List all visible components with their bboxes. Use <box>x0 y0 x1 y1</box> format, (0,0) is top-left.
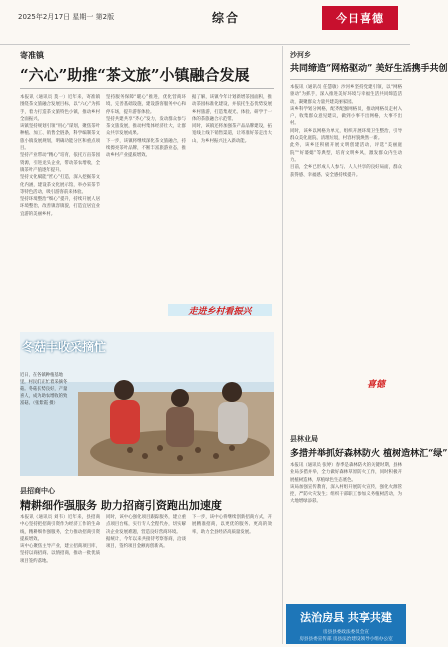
paragraph: 本报讯（通讯员 任慧敏）沙河乡坚持党建引领，以“网格驱动”为抓手，深入推进美好环境与幸福生活共同缔造活动，凝聚群众力量共建美丽家园。 <box>290 85 402 105</box>
right-kicker-2: 县林业局 <box>290 435 318 443</box>
ad-sponsor-line-1: 房县县委政法委员会宣 <box>323 630 369 635</box>
paragraph: 坚持产业带动“精心”培育，依托万亩茶园资源，引进龙头企业，带动茶农增收，全镇茶叶产值逐年提升。 <box>20 153 100 173</box>
paragraph: 同时，该乡以网格为单元，组织开展环境卫生整治，引导群众美化庭院、清理垃圾，村容村貌焕然一新。 <box>290 128 402 142</box>
right-headline-1: 共同缔造“网格驱动” 美好生活携手共创 <box>290 64 448 74</box>
xide-logo: 喜德 <box>366 379 385 390</box>
ad-sponsor-line-2: 房县县委宣传部 房县法治建设领导小组办公室 <box>299 637 393 642</box>
paragraph: 同时，该中心强化项目跟踪服务，建立重点项目台账，实行专人全程代办，切实解决企业发展难题，营造良好营商环境。 <box>106 515 186 535</box>
paragraph: 该中心聚焦主导产业，建立招商项目库，坚持以商招商、以情招商，推动一批优质项目签约落地。 <box>20 544 100 564</box>
paragraph: 下一步，该中心将继续创新招商方式，开展精准招商，以更优的服务、更高的效率，助力全县经济高质量发展。 <box>192 515 272 535</box>
paragraph: 本报讯（通讯员 莫一）近年来，寄准镇围绕茶文旅融合发展目标，以“六心”为抓手，着力打造茶文旅特色小镇，推动乡村全面振兴。 <box>20 95 100 122</box>
lead-column-3 <box>192 94 272 299</box>
lead-column-1 <box>20 94 100 326</box>
lead-kicker: 寄准镇 <box>20 51 44 60</box>
paragraph: 该局加强宣传教育，深入村组开展防火宣传，强化火源管控，严防火灾发生；组织干部职工参加义务植树活动，为大地增绿添彩。 <box>290 484 402 505</box>
lead-column-2 <box>106 94 186 326</box>
page-header <box>0 0 410 45</box>
right-article-2-body <box>290 462 402 598</box>
paragraph: 本报讯（通讯员 张婷）春季是森林防火的关键时期，县林业局多措并举，全力做好森林草原防火工作，同时积极开展植树造林，厚植绿色生态底色。 <box>290 463 402 483</box>
masthead-logo: 今日喜德 <box>322 6 398 30</box>
paragraph: 此外，该乡还积极开展文明创建活动，评选“美丽庭院”“好婆媳”等典型，培育文明乡风，激发群众内生动力。 <box>290 143 402 163</box>
photo-caption: 近日，在各镇种植基地里，村民们正忙着采摘冬菇。冬菇长势良好，产量喜人，成为助农增收的致富菇。（张紫霞 摄） <box>20 373 68 406</box>
column-divider <box>282 46 283 644</box>
bottom-column-1 <box>20 514 100 642</box>
lead-headline: “六心”助推“茶文旅”小镇融合发展 <box>20 66 250 84</box>
divider <box>20 88 274 89</box>
right-kicker-1: 沙河乡 <box>290 51 311 59</box>
bottom-column-3 <box>192 514 272 642</box>
right-article-1-body <box>290 84 402 374</box>
paragraph: 据了解，该镇今年计划新增茶园面积，推动茶园标准化建设，并依托生态优势发展乡村旅游，打造集观光、体验、研学于一体的茶旅融合示范带。 <box>192 95 272 122</box>
paragraph: 坚持共建共享“齐心”发力，发动群众参与茶文旅发展，推动村集体经济壮大，让群众共享发展成果。 <box>106 116 186 137</box>
paragraph: 坚持环境整治“细心”提升，持续开展人居环境整治，改善镇容镇貌，打造宜居宜业宜游的美丽乡村。 <box>20 197 100 217</box>
bottom-column-2 <box>106 514 186 642</box>
right-headline-2: 多措并举抓好森林防火 植树造林汇“绿” <box>290 449 448 459</box>
section-title: 综合 <box>212 11 241 25</box>
rural-revitalization-banner: 走进乡村看振兴 <box>168 304 272 316</box>
photo-title: 冬菇丰收采摘忙 <box>22 340 107 354</box>
issue-date: 2025年2月17日 星期一 第2版 <box>18 13 115 21</box>
public-service-ad <box>286 604 406 644</box>
paragraph: 下一步，该镇将继续深化茶文旅融合，持续擦亮茶叶品牌，不断丰富旅游业态，推动乡村产业提质增效。 <box>106 138 186 159</box>
paragraph: 目前，全乡已形成人人参与、人人共享的良好局面，群众获得感、幸福感、安全感持续提升。 <box>290 165 402 178</box>
bottom-headline: 精耕细作强服务 助力招商引资跑出加速度 <box>20 499 222 512</box>
divider <box>290 79 402 80</box>
bottom-kicker: 县招商中心 <box>20 487 55 495</box>
paragraph: 据统计，今年以来共接待考察客商，洽谈项目，签约项目金额再创新高。 <box>106 536 186 550</box>
paragraph: 本报讯（通讯员 刘韦）近年来，县招商中心坚持把招商引资作为经济工作的生命线，精耕细作强服务，全力推动招商引资提质增效。 <box>20 515 100 542</box>
ad-title: 法治房县 共享共建 <box>300 611 392 624</box>
paragraph: 该镇坚持规划引领“用心”谋划，聚焦茶叶种植、加工、销售全链条，科学编制茶文旅小镇发展规划，明确功能分区和重点项目。 <box>20 124 100 152</box>
paragraph: 坚持服务保障“暖心”推进，优化营商环境，完善基础设施，建设游客服务中心和停车场，提升游客体验。 <box>106 95 186 115</box>
paragraph: 坚持文化赋能“匠心”打造，深入挖掘茶文化内涵，建设茶文化展示馆，举办采茶节等特色活动，吸引游客前来体验。 <box>20 175 100 195</box>
paragraph: 该乡科学划分网格，配齐配强网格员，推动网格员走村入户，收集群众意见建议，做到小事不出网格，大事不出村。 <box>290 106 402 127</box>
paragraph: 同时，该镇还将加强茶产品品牌建设，拓宽线上线下销售渠道，让寄准好茶走出大山，为乡村振兴注入新动能。 <box>192 124 272 144</box>
